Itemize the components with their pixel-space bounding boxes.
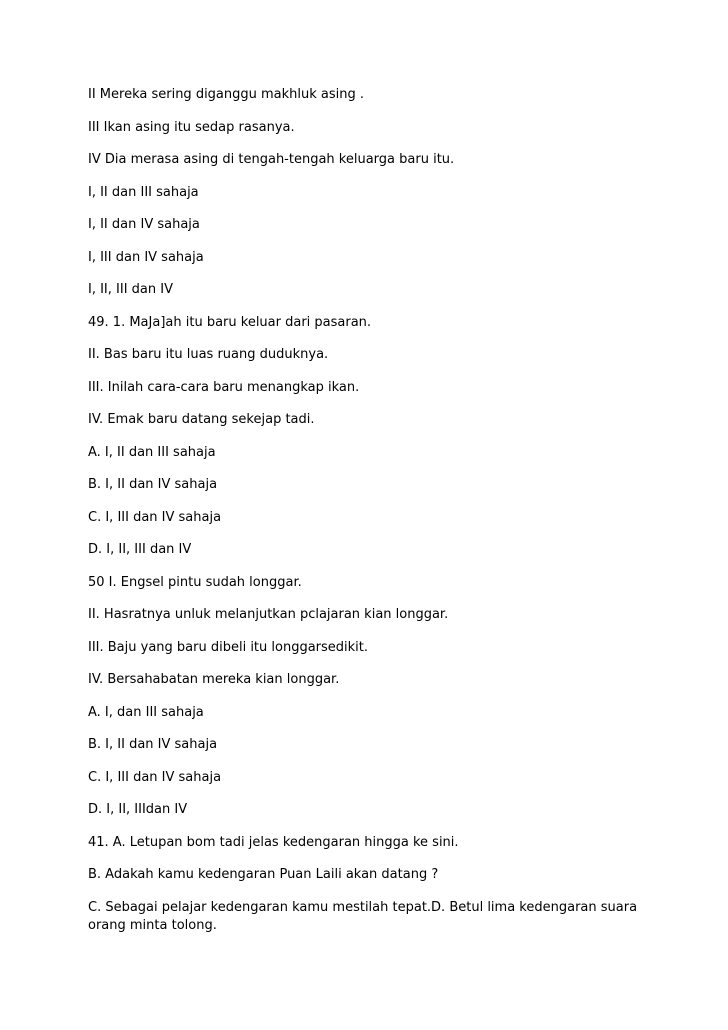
option-b: B. I, II dan IV sahaja bbox=[88, 737, 218, 752]
text-paragraph: C. Sebagai pelajar kedengaran kamu mestilah tepat.D. Betul lima kedengaran suara orang minta tolong. bbox=[88, 899, 638, 933]
option-line: I, III dan IV sahaja bbox=[88, 249, 204, 265]
question-41: 41. A. Letupan bom tadi jelas kedengaran hingga ke sini. bbox=[88, 834, 459, 850]
option-a: A. I, II dan III sahaja bbox=[88, 444, 216, 460]
text-line: IV Dia merasa asing di tengah-tengah keluarga baru itu. bbox=[88, 152, 455, 167]
text-line: II Mereka sering diganggu makhluk asing . bbox=[88, 87, 365, 102]
document-body bbox=[88, 86, 648, 949]
question-50: 50 I. Engsel pintu sudah longgar. bbox=[88, 574, 302, 590]
option-d: D. I, II, IIIdan IV bbox=[88, 802, 188, 817]
text-line: B. Adakah kamu kedengaran Puan Laili akan datang ? bbox=[88, 867, 439, 882]
option-line: I, II, III dan IV bbox=[88, 282, 173, 297]
text-line: II. Hasratnya unluk melanjutkan pclajaran kian longgar. bbox=[88, 607, 449, 622]
option-a: A. I, dan III sahaja bbox=[88, 704, 204, 720]
option-line: I, II dan IV sahaja bbox=[88, 217, 200, 232]
text-line: IV. Bersahabatan mereka kian longgar. bbox=[88, 672, 340, 687]
question-49: 49. 1. MaJa]ah itu baru keluar dari pasaran. bbox=[88, 314, 372, 330]
option-line: I, II dan III sahaja bbox=[88, 184, 199, 200]
option-c: C. I, III dan IV sahaja bbox=[88, 769, 222, 785]
text-line: III Ikan asing itu sedap rasanya. bbox=[88, 119, 295, 135]
text-line: III. Baju yang baru dibeli itu longgarsedikit. bbox=[88, 639, 369, 655]
text-line: III. Inilah cara-cara baru menangkap ikan. bbox=[88, 379, 360, 395]
text-line: IV. Emak baru datang sekejap tadi. bbox=[88, 412, 315, 427]
option-b: B. I, II dan IV sahaja bbox=[88, 477, 218, 492]
option-d: D. I, II, III dan IV bbox=[88, 542, 192, 557]
option-c: C. I, III dan IV sahaja bbox=[88, 509, 222, 525]
text-line: II. Bas baru itu luas ruang duduknya. bbox=[88, 347, 329, 362]
